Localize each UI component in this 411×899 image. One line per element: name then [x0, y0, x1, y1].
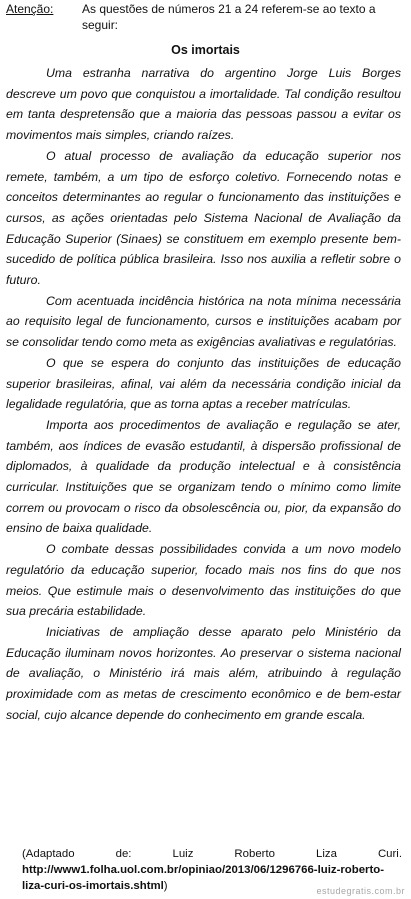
paragraph: Importa aos procedimentos de avaliação e regulação se ater, também, aos índices de evasão estudantil, à dispersão profissional de diplomados, à qualidade da produção intelectual e à consistência curricular. Instituições que se organizam tendo o mínimo como limite correm ou provocam o risco da obsolescência ou, pior, da expansão do ensino de baixa qualidade. — [6, 417, 401, 536]
paragraph: O atual processo de avaliação da educação superior nos remete, também, a um tipo de esforço coletivo. Fornecendo notas e conceitos determinantes ao regular o funcionamento das instituições e cursos, as ações orientadas pelo Sistema Nacional de Avaliação da Educação Superior (Sinaes) se constituem em exemplo presente bem-sucedido de política pública brasileira. Isso nos auxilia a refletir sobre o futuro. — [6, 148, 401, 288]
paragraph: Iniciativas de ampliação desse aparato pelo Ministério da Educação iluminam novos horizontes. Ao preservar o sistema nacional de avaliação, o Ministério irá mais além, atribuindo à regulação proximidade com as metas de crescimento econômico e de bem-estar social, cujo alcance depende do conhecimento em grande escala. — [6, 624, 401, 722]
paragraph: O que se espera do conjunto das instituições de educação superior brasileiras, afinal, vai além da necessária condição inicial da legalidade regulatória, que as torna aptas a receber matrículas. — [6, 355, 401, 412]
citation-suffix: ) — [163, 880, 168, 892]
paragraph: O combate dessas possibilidades convida a um novo modelo regulatório da educação superior, focado mais nos fins do que nos meios. Que estimule mais o desenvolvimento das instituições do que sua precária estabilidade. — [6, 542, 401, 619]
text-title: Os imortais — [171, 43, 240, 57]
article-body — [6, 63, 401, 726]
watermark: estudegratis.com.br — [316, 886, 405, 896]
paragraph: Uma estranha narrativa do argentino Jorge Luis Borges descreve um povo que conquistou a imortalidade. Tal condição resultou em tanta despretensão que a maioria das pessoas passou a evitar os movimentos mais simples, criando raízes. — [6, 66, 401, 143]
attention-label: Atenção: — [6, 2, 54, 16]
attention-text: As questões de números 21 a 24 referem-se ao texto a seguir: — [82, 2, 376, 32]
citation-url: http://www1.folha.uol.com.br/opiniao/2013/06/1296766-luiz-roberto-liza-curi-os-imortais.shtml — [22, 864, 385, 892]
citation-prefix: (Adaptado de: Luiz Roberto Liza Curi. — [22, 848, 402, 860]
paragraph: Com acentuada incidência histórica na nota mínima necessária ao requisito legal de funcionamento, cursos e instituições acabam por se consolidar tendo como meta as exigências avaliativas e regulatórias. — [6, 293, 401, 350]
